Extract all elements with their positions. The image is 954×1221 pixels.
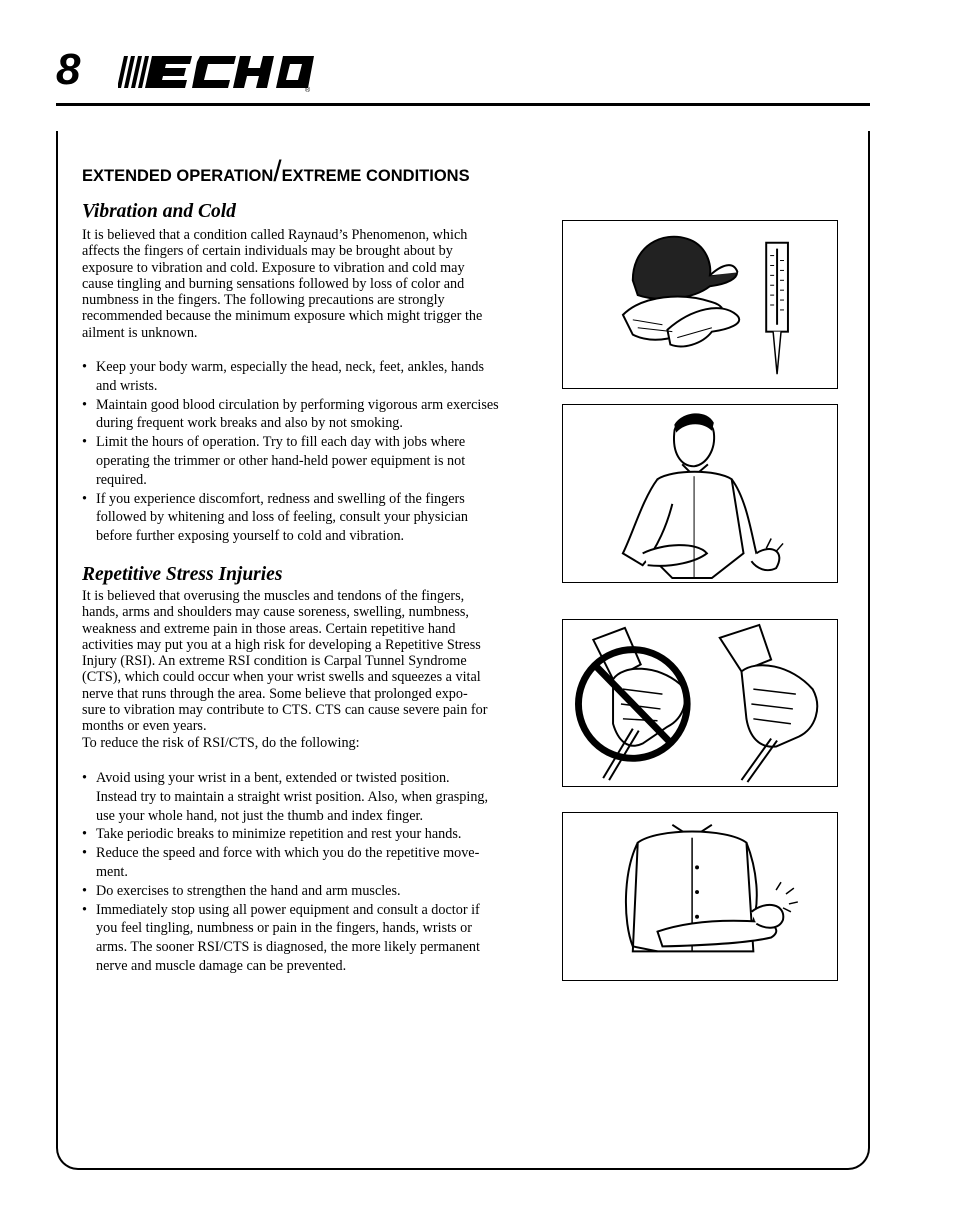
vibration-intro <box>82 227 534 341</box>
header-rule <box>56 103 870 106</box>
text-line: nerve that runs through the area. Some believe that prolonged expo- <box>82 685 468 702</box>
text-line: hands, arms and shoulders may cause soreness, swelling, numbness, <box>82 604 469 621</box>
text-line: weakness and extreme pain in those areas. Certain repetitive hand <box>82 620 456 637</box>
text-line: affects the fingers of certain individuals may be brought about by <box>82 243 453 260</box>
text-line: activities may put you at a high risk for developing a Repetitive Stress <box>82 636 481 653</box>
cap-gloves-thermometer-illustration <box>562 220 838 389</box>
vibration-precautions-list <box>82 358 542 546</box>
text-line: To reduce the risk of RSI/CTS, do the following: <box>82 734 360 751</box>
cap-gloves-thermometer-icon <box>563 221 837 388</box>
hand-massage-icon <box>563 813 837 980</box>
list-item: • Avoid using your wrist in a bent, extended or twisted position. Instead try to maintain a straight wrist position. Also, when grasping, use your whole hand, not just the thumb and index finger. <box>82 769 542 825</box>
rsi-intro <box>82 588 534 751</box>
list-item: • If you experience discomfort, redness and swelling of the fingers followed by whitening and loss of feeling, consult your physician before further exposing yourself to cold and vibration. <box>82 490 542 546</box>
hand-massage-illustration <box>562 812 838 981</box>
man-shaking-hands-illustration <box>562 404 838 583</box>
text-line: ailment is unknown. <box>82 324 198 341</box>
wrist-position-icon <box>563 620 837 786</box>
list-item: • Do exercises to strengthen the hand and arm muscles. <box>82 882 542 901</box>
text-line: It is believed that overusing the muscles and tendons of the fingers, <box>82 588 465 604</box>
page-number: 8 <box>56 45 81 94</box>
text-line: cause tingling and burning sensations followed by loss of color and <box>82 275 465 292</box>
rsi-heading: Repetitive Stress Injuries <box>82 564 283 585</box>
list-item: • Maintain good blood circulation by performing vigorous arm exercises during frequent work breaks and also by not smoking. <box>82 396 542 434</box>
vibration-heading: Vibration and Cold <box>82 201 236 222</box>
man-shaking-hands-icon <box>563 405 837 582</box>
echo-logo <box>118 50 314 92</box>
list-item: • Keep your body warm, especially the head, neck, feet, ankles, hands and wrists. <box>82 358 542 396</box>
text-line: (CTS), which could occur when your wrist swells and squeezes a vital <box>82 669 481 686</box>
text-line: numbness in the fingers. The following precautions are strongly <box>82 292 445 309</box>
text-line: It is believed that a condition called Raynaud’s Phenomenon, which <box>82 227 468 243</box>
section-title: EXTENDED OPERATION/EXTREME CONDITIONS <box>82 155 470 188</box>
text-line: months or even years. <box>82 718 207 735</box>
list-item: • Take periodic breaks to minimize repetition and rest your hands. <box>82 825 542 844</box>
list-item: • Reduce the speed and force with which you do the repetitive move- ment. <box>82 844 542 882</box>
text-line: Injury (RSI). An extreme RSI condition is Carpal Tunnel Syndrome <box>82 653 467 670</box>
text-line: exposure to vibration and cold. Exposure to vibration and cold may <box>82 259 465 276</box>
svg-text:®: ® <box>305 87 311 92</box>
rsi-actions-list <box>82 769 542 976</box>
wrist-position-illustration <box>562 619 838 787</box>
list-item: • Immediately stop using all power equipment and consult a doctor if you feel tingling, numbness or pain in the fingers, hands, wrists or arms. The sooner RSI/CTS is diagnosed, the more likely permanent nerve and muscle damage can be prevented. <box>82 901 542 976</box>
list-item: • Limit the hours of operation. Try to fill each day with jobs where operating the trimmer or other hand-held power equipment is not required. <box>82 433 542 489</box>
text-line: sure to vibration may contribute to CTS. CTS can cause severe pain for <box>82 702 488 719</box>
text-line: recommended because the minimum exposure which might trigger the <box>82 308 483 325</box>
